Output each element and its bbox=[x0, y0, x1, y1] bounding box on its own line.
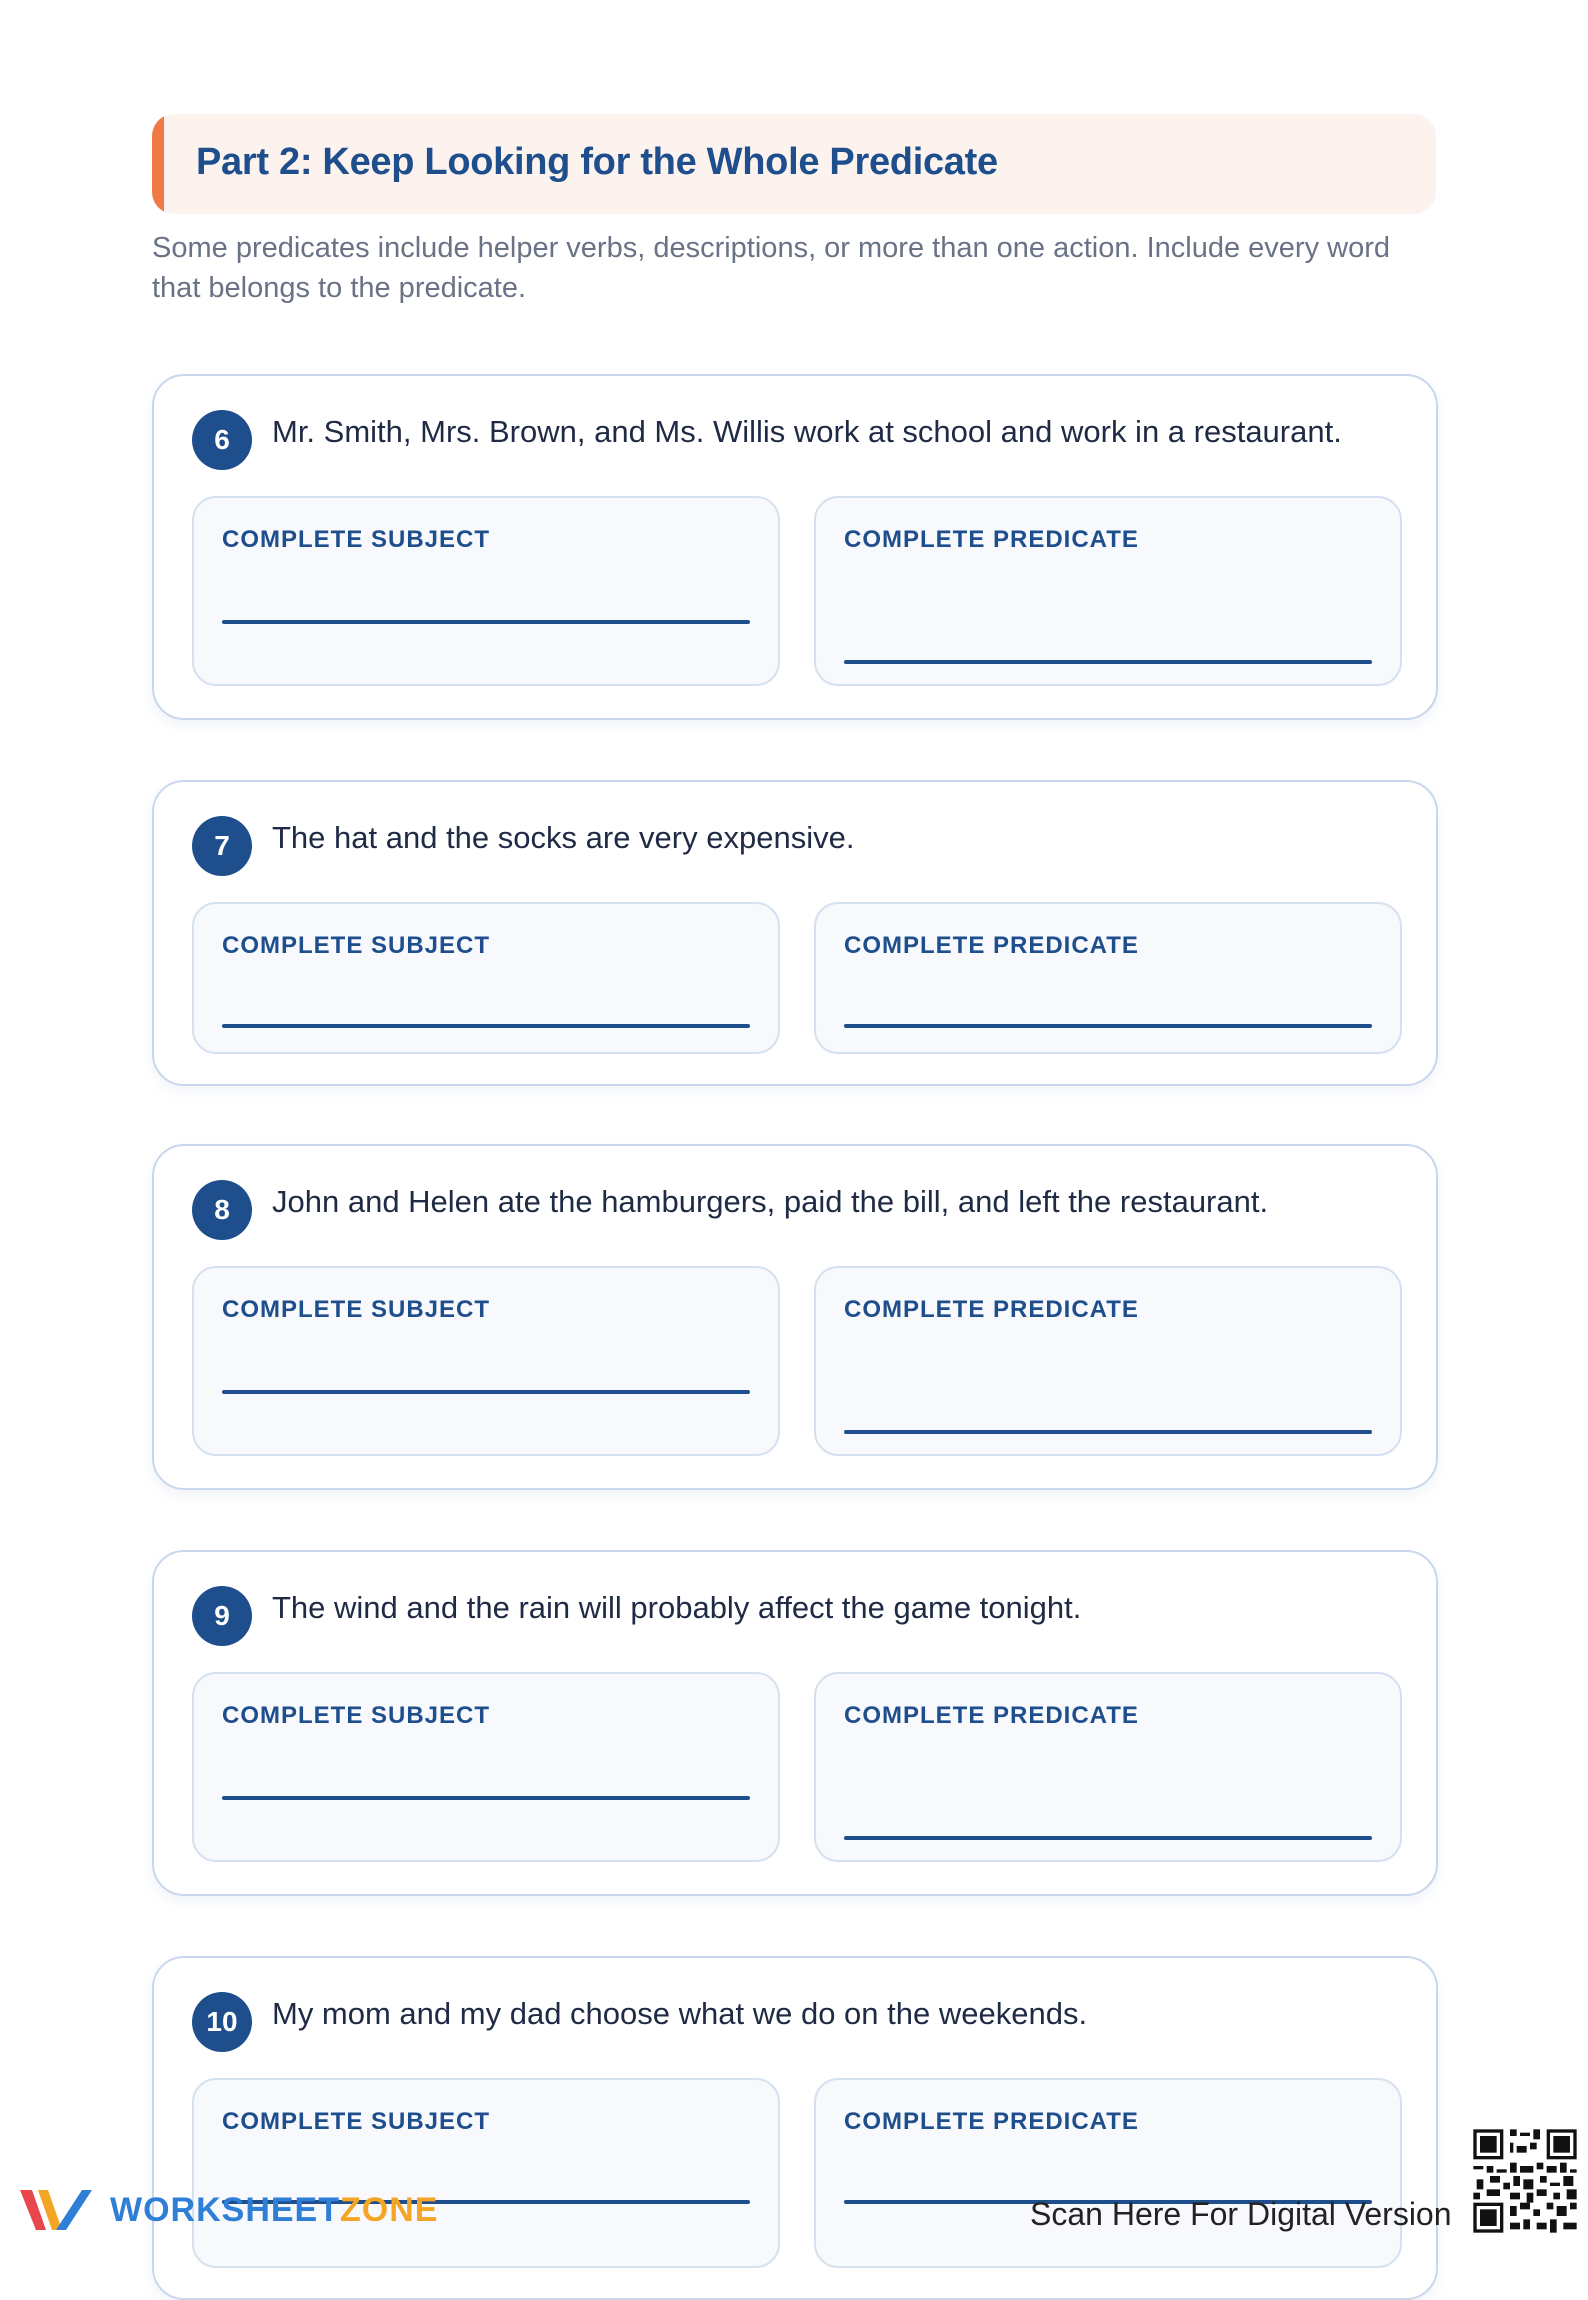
complete-predicate-label: COMPLETE PREDICATE bbox=[844, 1296, 1139, 1323]
brand-name bbox=[110, 2191, 438, 2230]
complete-subject-label: COMPLETE SUBJECT bbox=[222, 526, 491, 553]
question-sentence: Mr. Smith, Mrs. Brown, and Ms. Willis work at school and work in a restaurant. bbox=[272, 414, 1342, 449]
complete-subject-answer-box[interactable] bbox=[192, 496, 780, 686]
complete-predicate-answer-box[interactable] bbox=[814, 2078, 1402, 2268]
complete-subject-label: COMPLETE SUBJECT bbox=[222, 1296, 491, 1323]
section-instructions: Some predicates include helper verbs, descriptions, or more than one action. Include every word that belongs to the predicate. bbox=[152, 232, 1390, 304]
subject-answer-line[interactable] bbox=[222, 1024, 750, 1028]
predicate-answer-line[interactable] bbox=[844, 1430, 1372, 1434]
question-sentence: The hat and the socks are very expensive. bbox=[272, 820, 855, 855]
section-header bbox=[152, 114, 1436, 214]
complete-predicate-label: COMPLETE PREDICATE bbox=[844, 932, 1139, 959]
question-card bbox=[152, 780, 1438, 1086]
worksheetzone-w-logo-icon bbox=[16, 2180, 96, 2240]
worksheetzone-logo bbox=[16, 2180, 438, 2240]
question-number-badge: 6 bbox=[192, 410, 252, 470]
predicate-answer-line[interactable] bbox=[844, 1836, 1372, 1840]
question-number-badge: 10 bbox=[192, 1992, 252, 2052]
question-number-badge: 8 bbox=[192, 1180, 252, 1240]
complete-subject-label: COMPLETE SUBJECT bbox=[222, 932, 491, 959]
question-card bbox=[152, 1550, 1438, 1896]
brand-name-part1: WORKSHEET bbox=[110, 2190, 340, 2229]
question-card bbox=[152, 1144, 1438, 1490]
complete-subject-label: COMPLETE SUBJECT bbox=[222, 2108, 491, 2135]
question-card bbox=[152, 1956, 1438, 2300]
question-sentence: John and Helen ate the hamburgers, paid the bill, and left the restaurant. bbox=[272, 1184, 1269, 1219]
complete-predicate-label: COMPLETE PREDICATE bbox=[844, 526, 1139, 553]
scan-instruction: Scan Here For Digital Version bbox=[1030, 2196, 1452, 2232]
header-accent-bar bbox=[152, 114, 164, 214]
complete-predicate-answer-box[interactable] bbox=[814, 496, 1402, 686]
complete-predicate-label: COMPLETE PREDICATE bbox=[844, 1702, 1139, 1729]
question-number-badge: 9 bbox=[192, 1586, 252, 1646]
question-number-badge: 7 bbox=[192, 816, 252, 876]
question-sentence: The wind and the rain will probably affect the game tonight. bbox=[272, 1590, 1082, 1625]
complete-predicate-answer-box[interactable] bbox=[814, 902, 1402, 1054]
complete-predicate-answer-box[interactable] bbox=[814, 1672, 1402, 1862]
subject-answer-line[interactable] bbox=[222, 1390, 750, 1394]
complete-subject-answer-box[interactable] bbox=[192, 1266, 780, 1456]
section-title: Part 2: Keep Looking for the Whole Predicate bbox=[196, 141, 998, 183]
complete-subject-answer-box[interactable] bbox=[192, 902, 780, 1054]
question-card bbox=[152, 374, 1438, 720]
subject-answer-line[interactable] bbox=[222, 620, 750, 624]
predicate-answer-line[interactable] bbox=[844, 660, 1372, 664]
complete-predicate-label: COMPLETE PREDICATE bbox=[844, 2108, 1139, 2135]
complete-predicate-answer-box[interactable] bbox=[814, 1266, 1402, 1456]
question-sentence: My mom and my dad choose what we do on the weekends. bbox=[272, 1996, 1088, 2031]
complete-subject-answer-box[interactable] bbox=[192, 1672, 780, 1862]
brand-name-part2: ZONE bbox=[340, 2190, 439, 2229]
predicate-answer-line[interactable] bbox=[844, 1024, 1372, 1028]
complete-subject-label: COMPLETE SUBJECT bbox=[222, 1702, 491, 1729]
qr-code-icon[interactable] bbox=[1470, 2126, 1580, 2236]
subject-answer-line[interactable] bbox=[222, 1796, 750, 1800]
